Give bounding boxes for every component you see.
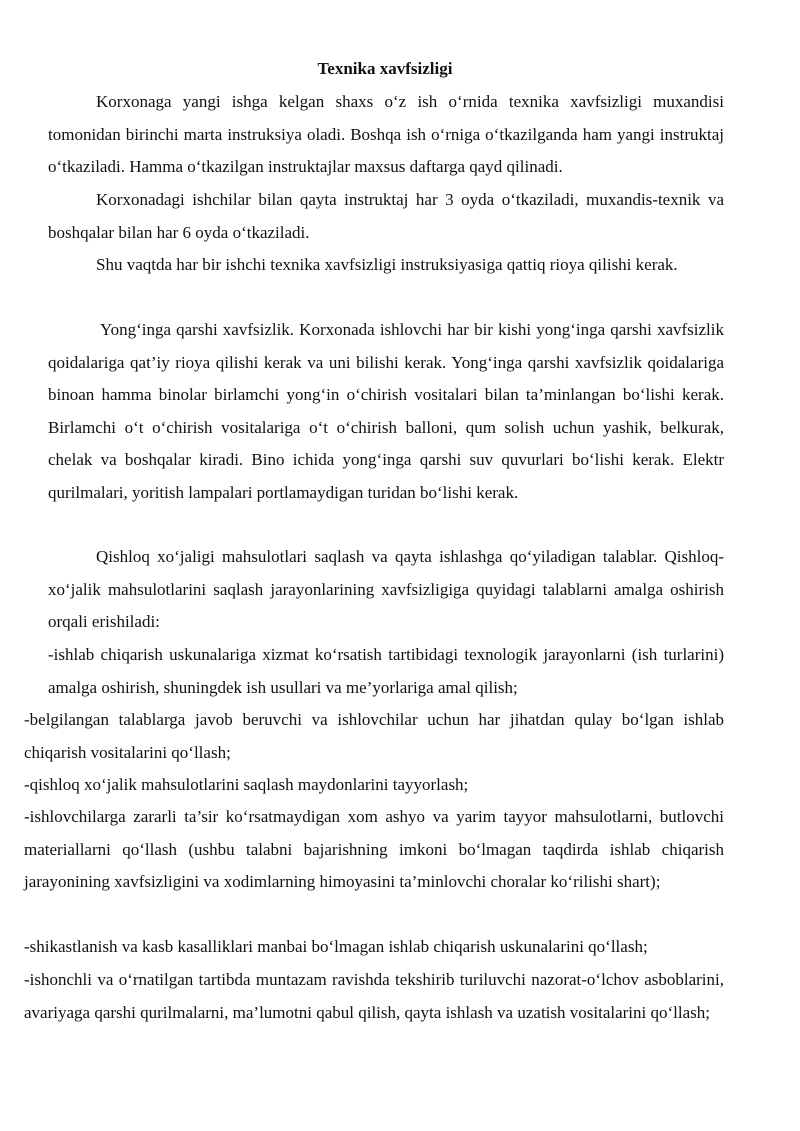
list-item-technological-processes: -ishlab chiqarish uskunalariga xizmat ko‘rsatish tartibidagi texnologik jarayonlarni (ish turlarini) amalga oshirish, shuningdek ish usullari va me’yorlariga amal qilish; [48,645,724,697]
paragraph-compliance: Shu vaqtda har bir ishchi texnika xavfsizligi instruksiyasiga qattiq rioya qilishi kerak. [96,255,678,274]
list-item-measuring-instruments: -ishonchli va o‘rnatilgan tartibda muntazam ravishda tekshirib turiluvchi nazorat-o‘lchov asboblarini, avariyaga qarshi qurilmalarni, ma’lumotni qabul qilish, qayta ishlash va uzatish vositalarini qo‘llash; [24,970,724,1022]
list-item-safe-equipment: -shikastlanish va kasb kasalliklari manbai bo‘lmagan ishlab chiqarish uskunalarini qo‘llash; [24,937,648,956]
paragraph-storage-requirements: Qishloq xo‘jaligi mahsulotlari saqlash va qayta ishlashga qo‘yiladigan talablar. Qishloq-xo‘jalik mahsulotlarini saqlash jarayonlarining xavfsizligiga quyidagi talablarni amalga oshirish orqali erishiladi: [48,547,724,631]
list-item-production-means: -belgilangan talablarga javob beruvchi va ishlovchilar uchun har jihatdan qulay bo‘lgan ishlab chiqarish vositalarini qo‘llash; [24,710,724,762]
list-item-storage-areas: -qishloq xo‘jalik mahsulotlarini saqlash maydonlarini tayyorlash; [24,775,469,794]
paragraph-instruction-intro: Korxonaga yangi ishga kelgan shaxs o‘z ish o‘rnida texnika xavfsizligi muxandisi tomonidan birinchi marta instruksiya oladi. Boshqa ish o‘rniga o‘tkazilganda ham yangi instruktaj o‘tkaziladi. Hamma o‘tkazilgan instruktajlar maxsus daftarga qayd qilinadi. [48,92,724,176]
paragraph-repeat-instruction: Korxonadagi ishchilar bilan qayta instruktaj har 3 oyda o‘tkaziladi, muxandis-texnik va boshqalar bilan har 6 oyda o‘tkaziladi. [48,190,724,242]
paragraph-fire-safety: Yong‘inga qarshi xavfsizlik. Korxonada ishlovchi har bir kishi yong‘inga qarshi xavfsizlik qoidalariga qat’iy rioya qilishi kerak va uni bilishi kerak. Yong‘inga qarshi xavfsizlik qoidalariga binoan hamma binolar birlamchi yong‘in o‘chirish vositalari bilan ta’minlangan bo‘lishi kerak. Birlamchi o‘t o‘chirish vositalariga o‘t o‘chirish balloni, qum solish uchun yashik, belkurak, chelak va boshqalar kiradi. Bino ichida yong‘inga qarshi suv quvurlari bo‘lishi kerak. Elektr qurilmalari, yoritish lampalari portlamaydigan turidan bo‘lishi kerak. [48,320,724,502]
document-title: Texnika xavfsizligi [317,59,453,78]
list-item-raw-materials: -ishlovchilarga zararli ta’sir ko‘rsatmaydigan xom ashyo va yarim tayyor mahsulotlarni, butlovchi materiallarni qo‘llash (ushbu talabni bajarishning imkoni bo‘lmagan taqdirda ishlab chiqarish jarayonining xavfsizligini va xodimlarning himoyasini ta’minlovchi choralar ko‘rilishi shart); [24,807,724,891]
